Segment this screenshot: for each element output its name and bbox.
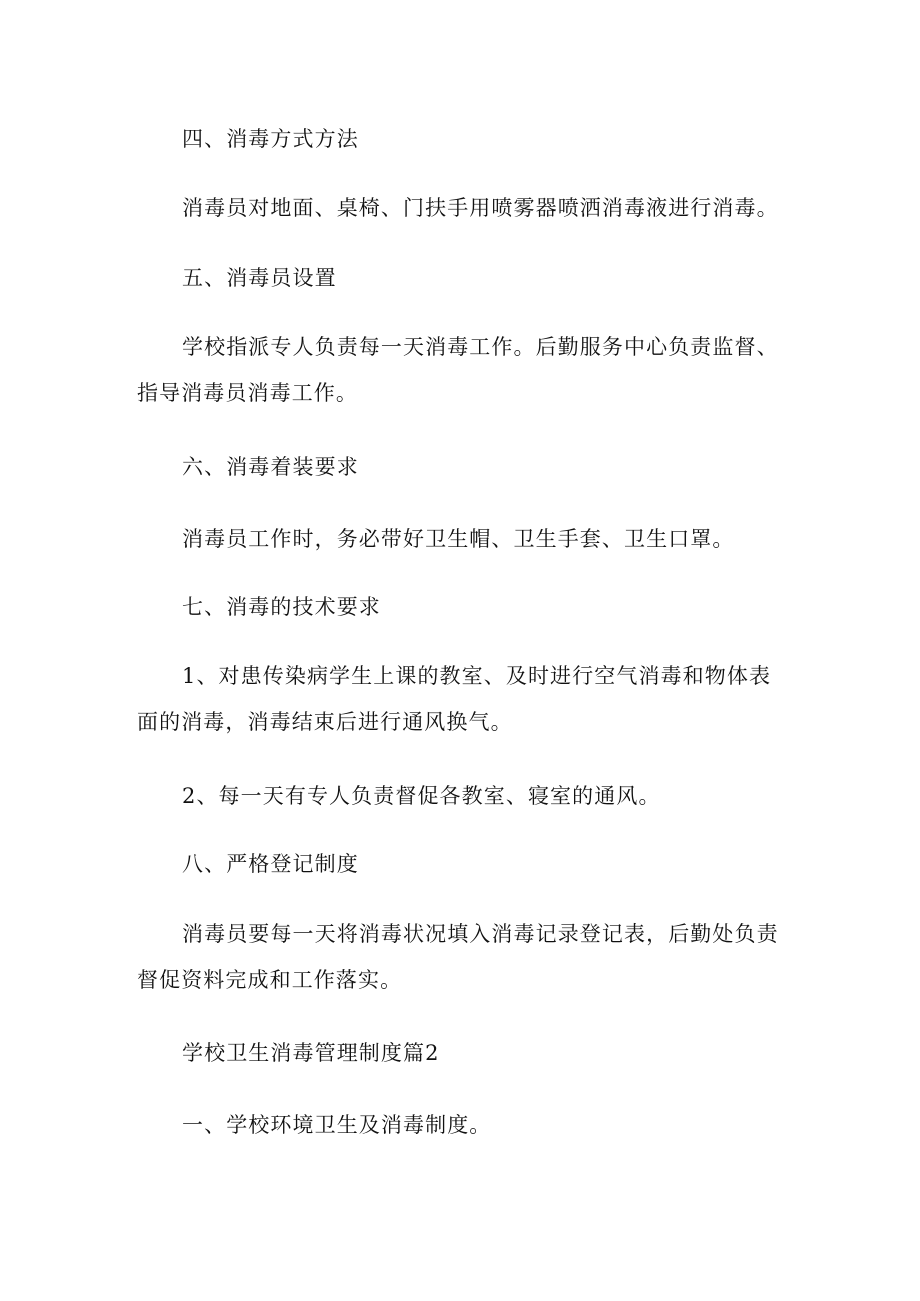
section-heading-4: 四、消毒方式方法 [182,127,359,151]
body-paragraph: 消毒员要每一天将消毒状况填入消毒记录登记表，后勤处负责督促资料完成和工作落实。 [137,922,779,992]
section-heading-1: 一、学校环境卫生及消毒制度。 [182,1113,492,1137]
article-heading: 学校卫生消毒管理制度篇2 [182,1041,440,1065]
section-heading-7: 七、消毒的技术要求 [182,595,381,619]
body-paragraph: 1、对患传染病学生上课的教室、及时进行空气消毒和物体表面的消毒，消毒结束后进行通风换气。 [137,664,772,734]
section-heading-5: 五、消毒员设置 [182,266,337,290]
section-heading-8: 八、严格登记制度 [182,852,359,876]
body-paragraph: 消毒员对地面、桌椅、门扶手用喷雾器喷洒消毒液进行消毒。 [182,196,779,220]
body-paragraph: 消毒员工作时，务必带好卫生帽、卫生手套、卫生口罩。 [182,527,735,551]
body-paragraph: 2、每一天有专人负责督促各教室、寝室的通风。 [182,784,661,808]
body-paragraph: 学校指派专人负责每一天消毒工作。后勤服务中心负责监督、指导消毒员消毒工作。 [137,335,779,405]
section-heading-6: 六、消毒着装要求 [182,455,359,479]
